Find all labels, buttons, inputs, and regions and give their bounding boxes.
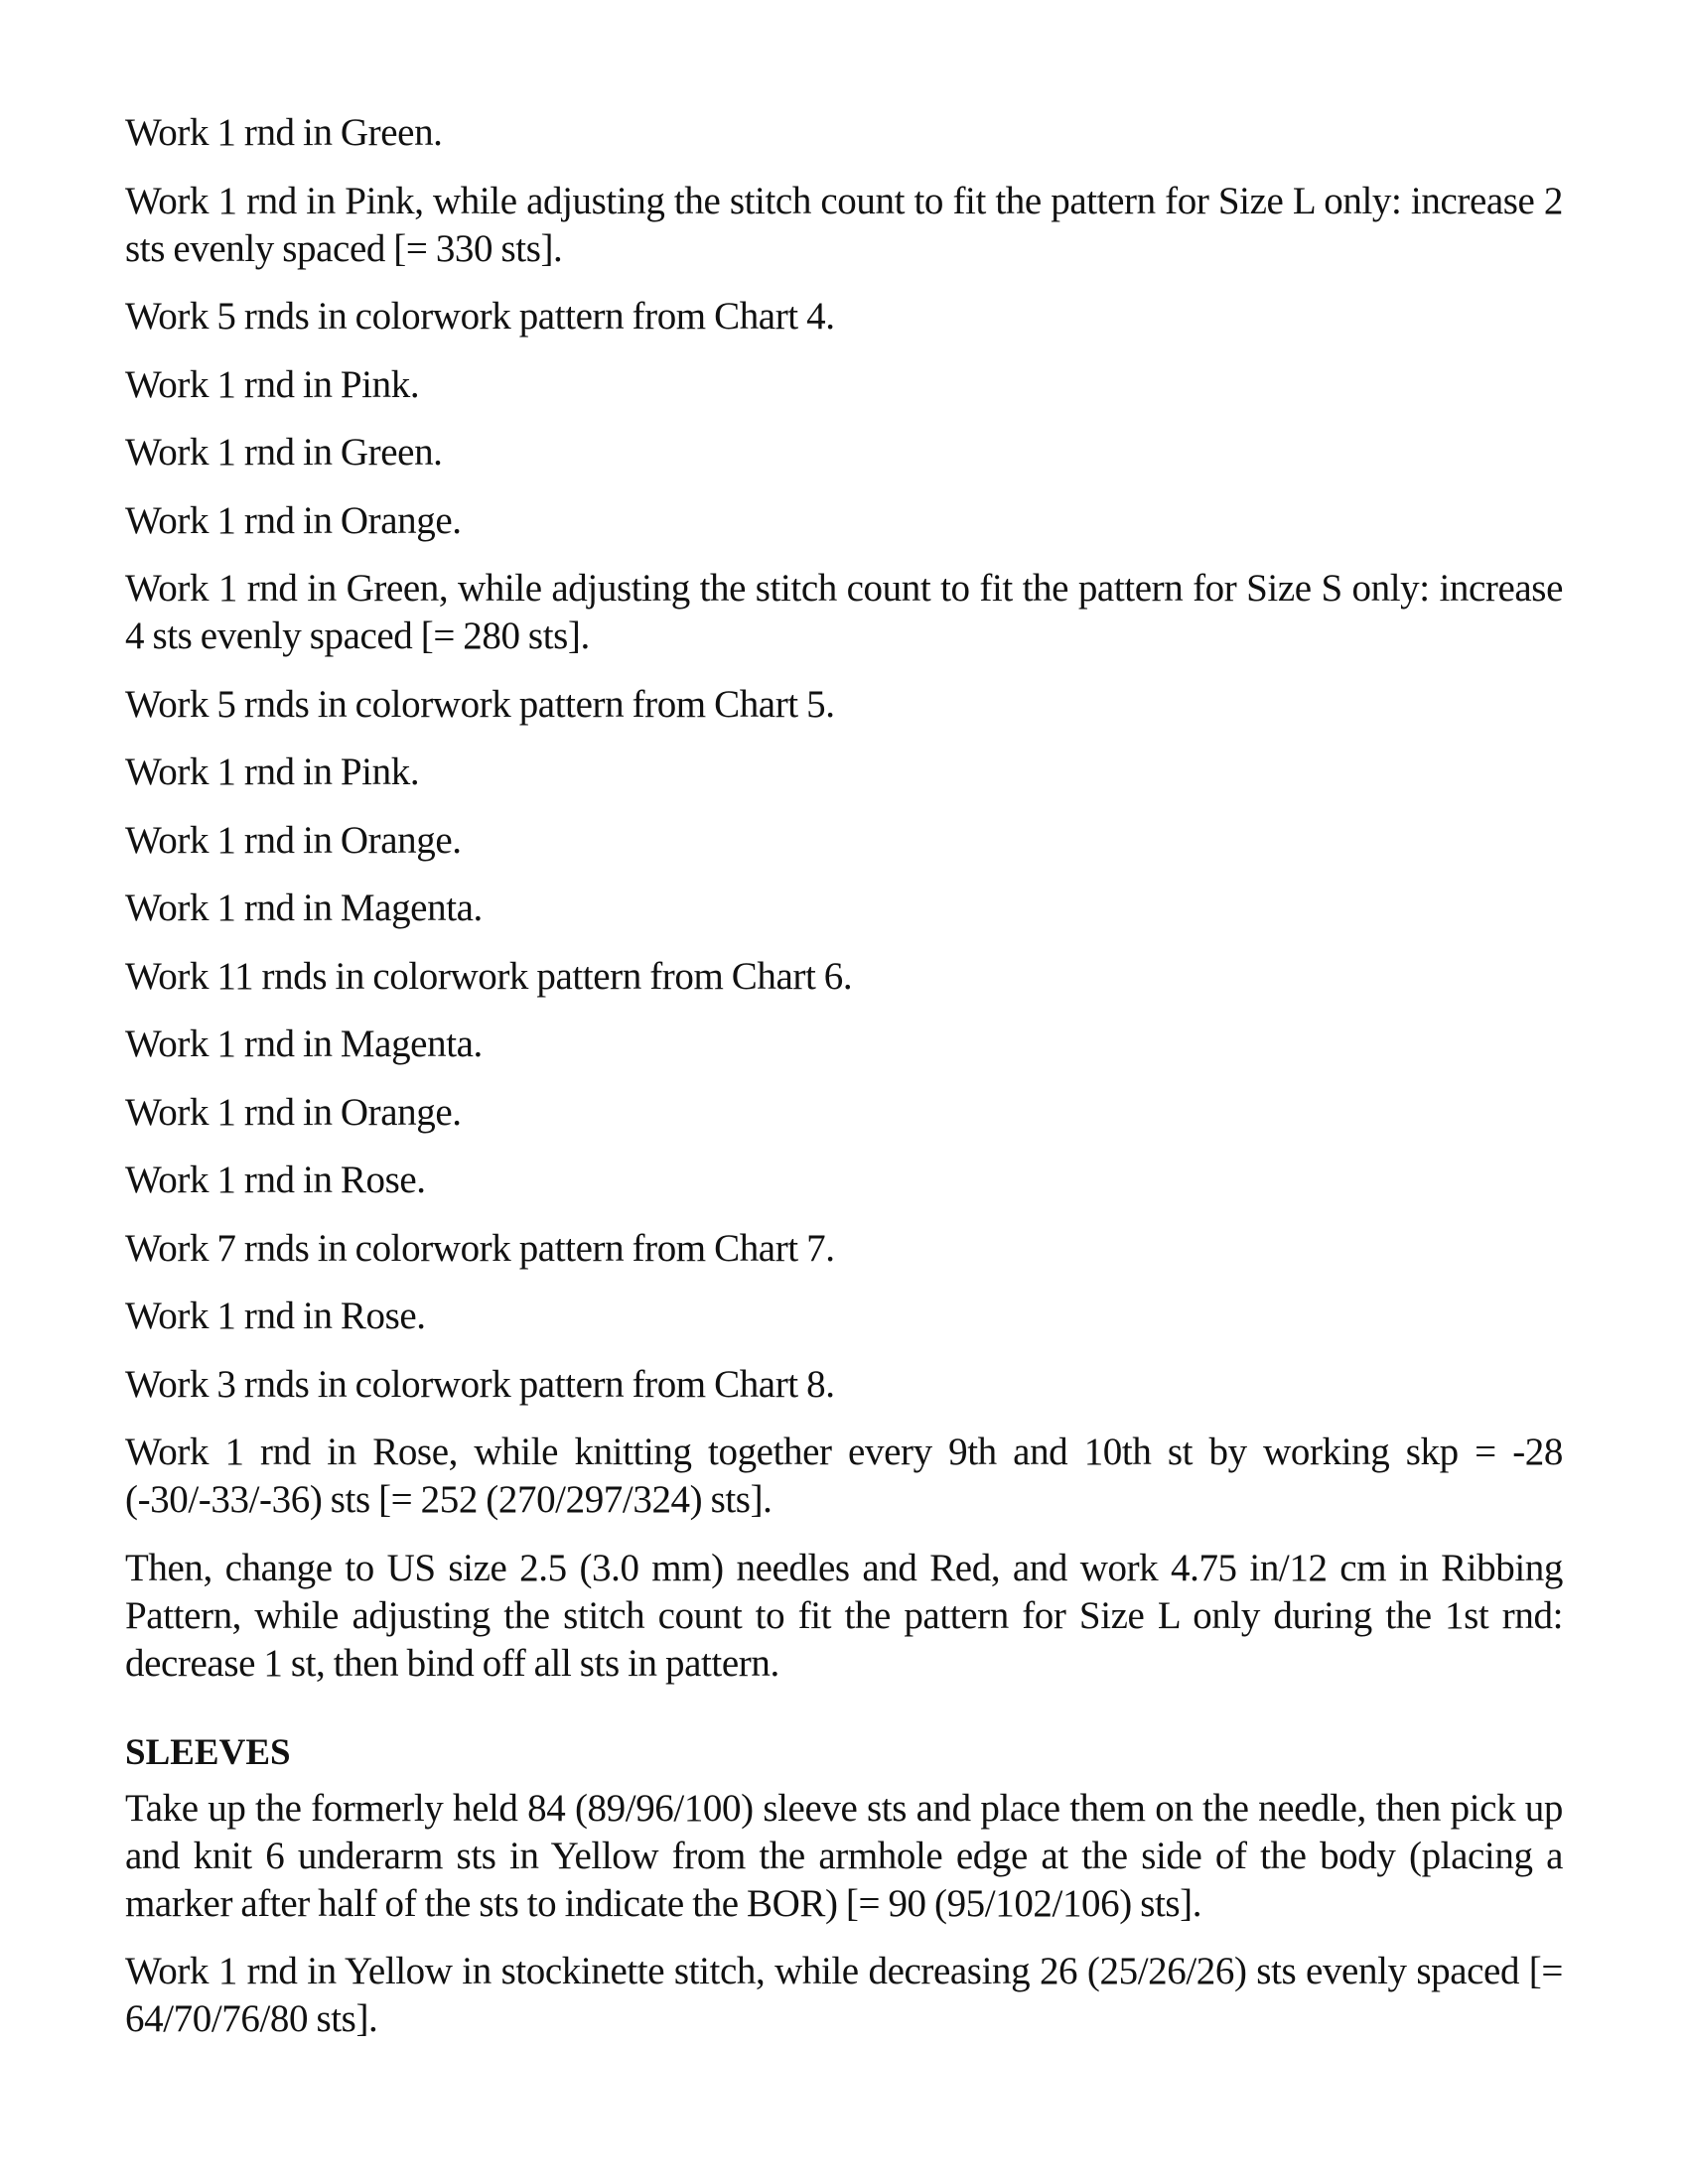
instruction-paragraph: Work 1 rnd in Magenta. <box>125 887 483 929</box>
instruction-paragraph: Work 11 rnds in colorwork pattern from Chart 6. <box>125 954 853 998</box>
instruction-paragraph: Work 1 rnd in Pink. <box>125 751 420 793</box>
instruction-paragraph: Work 1 rnd in Orange. <box>125 498 462 542</box>
instruction-paragraph: Work 7 rnds in colorwork pattern from Chart 7. <box>125 1226 835 1270</box>
instruction-paragraph: Work 1 rnd in Rose. <box>125 1295 426 1337</box>
instruction-paragraph: Work 1 rnd in Green. <box>125 431 443 474</box>
instruction-paragraph: Work 1 rnd in Yellow in stockinette stitch, while decreasing 26 (25/26/26) sts evenly spaced [= 64/70/76/80 sts]. <box>125 1950 1563 2040</box>
instruction-paragraph: Work 1 rnd in Orange. <box>125 1090 462 1134</box>
document-page <box>125 109 1563 2064</box>
instruction-paragraph: Work 1 rnd in Pink, while adjusting the stitch count to fit the pattern for Size L only: increase 2 sts evenly spaced [= 330 sts]. <box>125 179 1563 270</box>
instruction-paragraph: Work 3 rnds in colorwork pattern from Chart 8. <box>125 1362 835 1406</box>
instruction-paragraph: Work 1 rnd in Green. <box>125 111 443 154</box>
instruction-paragraph: Work 1 rnd in Green, while adjusting the stitch count to fit the pattern for Size S only: increase 4 sts evenly spaced [= 280 sts]. <box>125 567 1563 657</box>
instruction-paragraph: Work 1 rnd in Pink. <box>125 362 420 406</box>
instruction-paragraph: Work 1 rnd in Rose, while knitting together every 9th and 10th st by working skp = -28 (-30/-33/-36) sts [= 252 (270/297/324) sts]. <box>125 1431 1563 1521</box>
instruction-paragraph: Work 5 rnds in colorwork pattern from Chart 4. <box>125 295 835 338</box>
section-heading-sleeves: SLEEVES <box>125 1731 291 1773</box>
instruction-paragraph: Then, change to US size 2.5 (3.0 mm) needles and Red, and work 4.75 in/12 cm in Ribbing Pattern, while adjusting the stitch count to fit the pattern for Size L only during the 1st rnd: decrease 1 st, then bind off all sts in pattern. <box>125 1546 1563 1685</box>
instruction-paragraph: Take up the formerly held 84 (89/96/100) sleeve sts and place them on the needle, then pick up and knit 6 underarm sts in Yellow from the armhole edge at the side of the body (placing a marker after half of the sts to indicate the BOR) [= 90 (95/102/106) sts]. <box>125 1786 1563 1925</box>
instruction-paragraph: Work 1 rnd in Magenta. <box>125 1023 483 1065</box>
instruction-paragraph: Work 1 rnd in Rose. <box>125 1159 426 1201</box>
instruction-paragraph: Work 1 rnd in Orange. <box>125 818 462 862</box>
instruction-paragraph: Work 5 rnds in colorwork pattern from Chart 5. <box>125 682 835 726</box>
